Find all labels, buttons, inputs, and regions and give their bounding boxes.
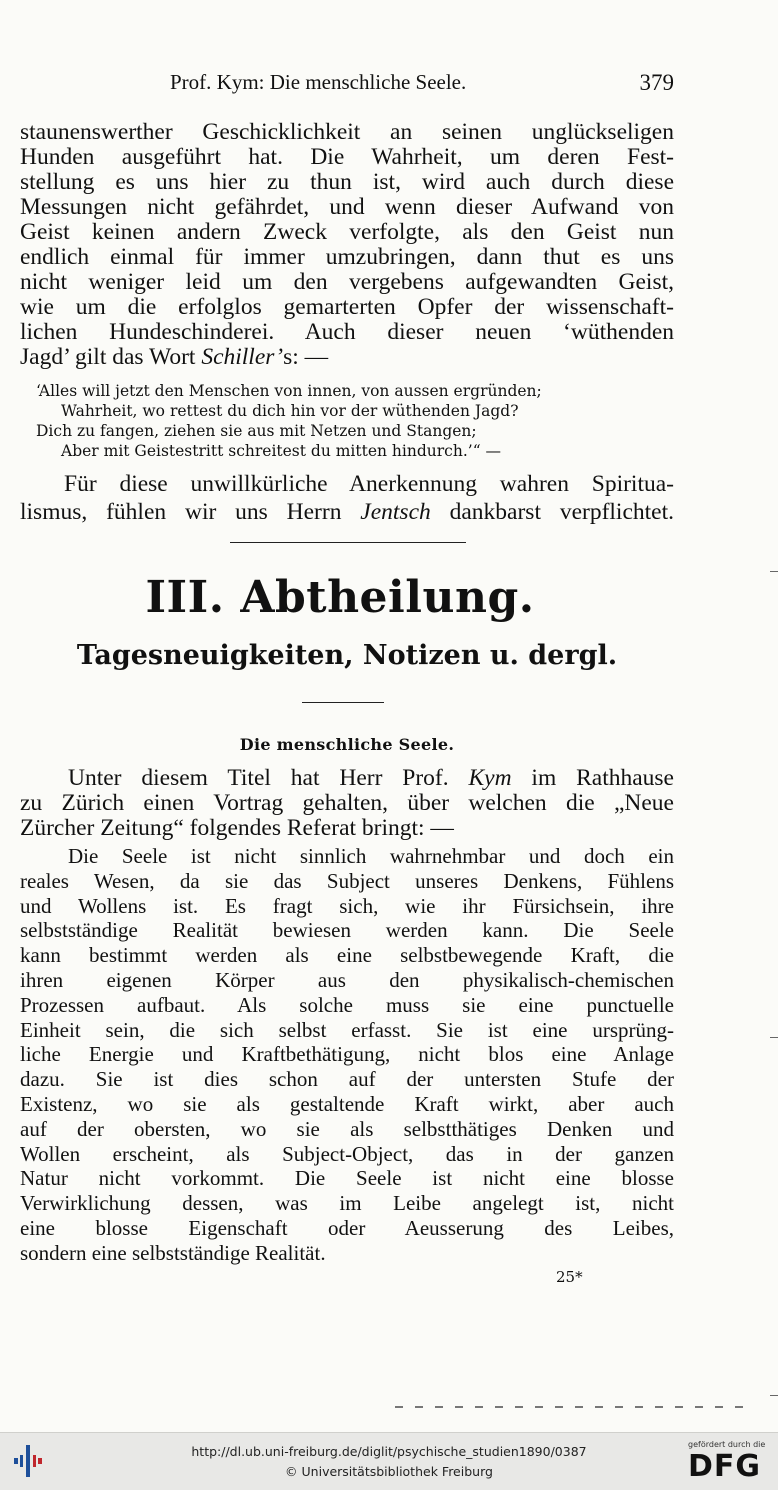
text-line: zu Zürich einen Vortrag gehalten, über welchen die „Neue [20, 790, 674, 816]
text-line: wie um die erfolglos gemarterten Opfer der wissenschaft- [20, 294, 674, 320]
text-line: nicht weniger leid um den vergebens aufgewandten Geist, [20, 269, 674, 295]
poem-line: Aber mit Geistestritt schreitest du mitten hindurch.’“ — [61, 442, 502, 460]
text-line: auf der obersten, wo sie als selbstthätiges Denken und [20, 1116, 674, 1141]
subtitle-divider [302, 702, 384, 703]
text-line: Existenz, wo sie als gestaltende Kraft wirkt, aber auch [20, 1091, 674, 1116]
poem-line: Wahrheit, wo rettest du dich hin vor der wüthenden Jagd? [61, 402, 519, 420]
text-line: liche Energie und Kraftbethätigung, nicht blos eine Anlage [20, 1042, 674, 1067]
text-line: Prozessen aufbaut. Als solche muss sie eine punctuelle [20, 992, 674, 1017]
text-line [20, 498, 674, 526]
text-line: endlich einmal für immer umzubringen, dann thut es uns [20, 244, 674, 270]
text-line: Geist keinen andern Zweck verfolgte, als den Geist nun [20, 219, 674, 245]
running-header [20, 70, 674, 100]
copyright-notice: © Universitätsbibliothek Freiburg [285, 1464, 493, 1479]
text-line: kann bestimmt werden als eine selbstbewegende Kraft, die [20, 943, 674, 968]
poem-line: Dich zu fangen, ziehen sie aus mit Netzen und Stangen; [36, 422, 477, 440]
text-segment: Jagd’ gilt das Wort [20, 344, 202, 370]
scan-edge-mark [770, 1395, 778, 1396]
signature-mark: 25* [556, 1268, 583, 1286]
text-segment: Unter diesem Titel hat Herr Prof. [68, 765, 469, 791]
text-line-last [20, 345, 674, 370]
text-line: reales Wesen, da sie das Subject unseres Denkens, Fühlens [20, 868, 674, 893]
text-line: Verwirklichung dessen, was im Leibe angelegt ist, nicht [20, 1191, 674, 1216]
top-paragraph [20, 120, 674, 370]
spiritualism-paragraph [20, 470, 674, 526]
footer-bar [0, 1432, 778, 1490]
italic-name: Schiller’ [201, 344, 284, 370]
poem-line: ‘Alles will jetzt den Menschen von innen, von aussen ergründen; [36, 382, 542, 400]
text-line: und Wollens ist. Es fragt sich, wie ihr Fürsichsein, ihre [20, 893, 674, 918]
italic-name: Jentsch [360, 499, 431, 525]
scan-bottom-noise [395, 1406, 755, 1408]
text-line: staunenswerther Geschicklichkeit an seinen unglückseligen [20, 119, 674, 145]
section-title: III. Abtheilung. [145, 572, 535, 623]
text-line: Natur nicht vorkommt. Die Seele ist nicht eine blosse [20, 1166, 674, 1191]
text-line: Zürcher Zeitung“ folgendes Referat bringt: — [20, 815, 454, 841]
text-line: sondern eine selbstständige Realität. [20, 1240, 326, 1265]
article-intro [20, 766, 674, 841]
text-line: Messungen nicht gefährdet, und wenn dieser Aufwand von [20, 194, 674, 220]
quoted-poem [36, 381, 676, 461]
scan-edge-mark [770, 571, 778, 572]
text-segment: lismus, fühlen wir uns Herrn [20, 499, 361, 525]
text-line: selbstständige Realität bewiesen werden kann. Die Seele [20, 918, 674, 943]
text-line: ihren eigenen Körper aus den physikalisch-chemischen [20, 967, 674, 992]
text-line: lichen Hundeschinderei. Auch dieser neuen ‘wüthenden [20, 319, 674, 345]
running-title: Prof. Kym: Die menschliche Seele. [170, 70, 467, 94]
text-line: Wollen erscheint, als Subject-Object, das in der ganzen [20, 1141, 674, 1166]
source-url-link[interactable]: http://dl.ub.uni-freiburg.de/diglit/psychische_studien1890/0387 [191, 1444, 587, 1459]
text-line: dazu. Sie ist dies schon auf der untersten Stufe der [20, 1067, 674, 1092]
text-line: eine blosse Eigenschaft oder Aeusserung des Leibes, [20, 1215, 674, 1240]
text-segment: im Rathhause [511, 765, 674, 791]
section-subtitle: Tagesneuigkeiten, Notizen u. dergl. [76, 640, 618, 671]
scan-edge-mark [770, 1037, 778, 1038]
page-number: 379 [639, 70, 674, 95]
funding-note: gefördert durch die [688, 1440, 766, 1449]
section-divider [230, 542, 466, 543]
text-line [20, 766, 674, 791]
article-body [20, 844, 674, 1266]
italic-name: Kym [468, 765, 512, 791]
text-segment: dankbarst verpflichtet. [430, 499, 675, 525]
text-line: Für diese unwillkürliche Anerkennung wahren Spiritua- [64, 471, 674, 497]
text-line: Hunden ausgeführt hat. Die Wahrheit, um deren Fest- [20, 144, 674, 170]
text-line: stellung es uns hier zu thun ist, wird auch durch diese [20, 169, 674, 195]
text-line: Die Seele ist nicht sinnlich wahrnehmbar und doch ein [68, 844, 674, 868]
text-line: Einheit sein, die sich selbst erfasst. Sie ist eine ursprüng- [20, 1017, 674, 1042]
text-segment: s: — [283, 344, 329, 370]
article-title: Die menschliche Seele. [239, 735, 455, 754]
dfg-logo[interactable]: DFG [688, 1449, 762, 1484]
